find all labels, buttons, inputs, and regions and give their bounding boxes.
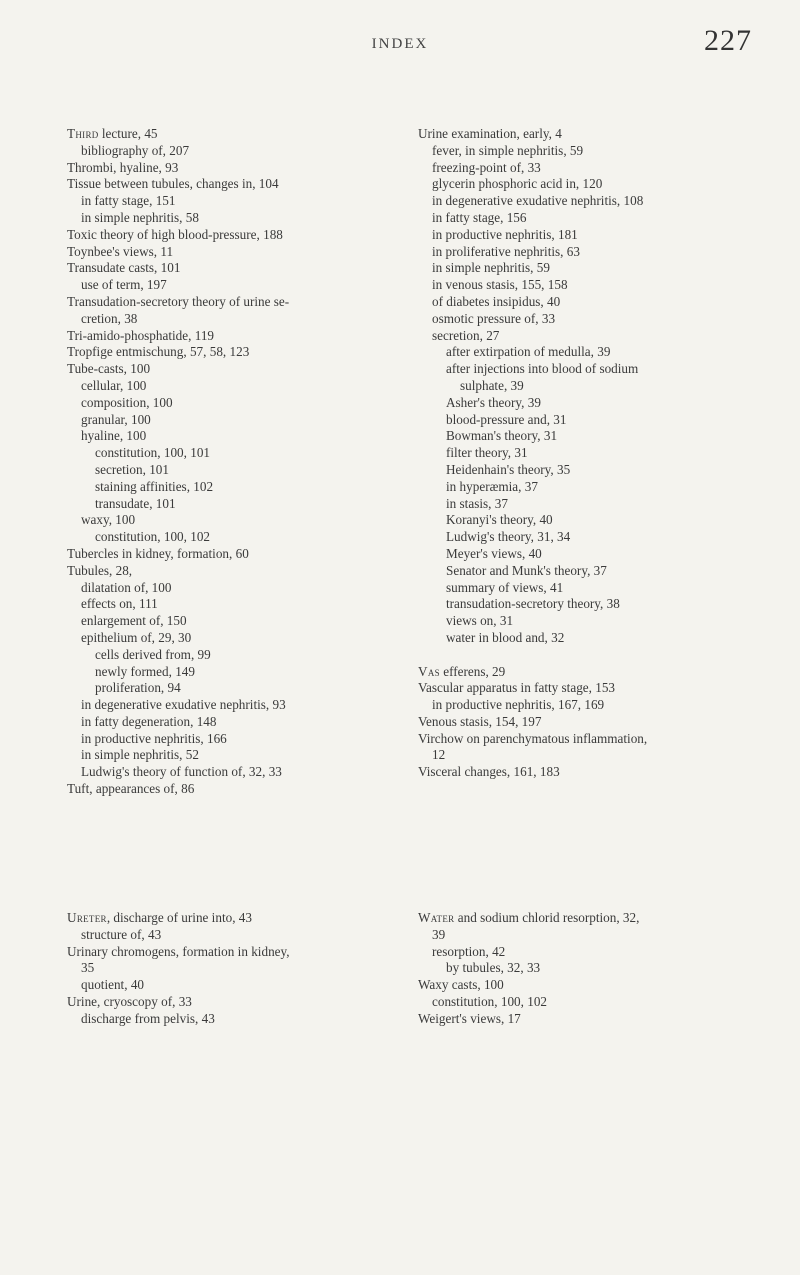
entry-text: constitution, 100, 102 [95, 529, 211, 545]
entry-text: Virchow on parenchymatous inflammation, [418, 730, 648, 746]
entry-text: Transudate casts, 101 [67, 260, 181, 276]
index-subentry [418, 210, 778, 227]
entry-text: in productive nephritis, 181 [432, 226, 578, 242]
entry-text: Tuft, appearances of, 86 [67, 781, 195, 797]
index-subentry [418, 227, 778, 244]
entry-text: blood-pressure and, 31 [446, 411, 567, 427]
index-subentry [418, 596, 778, 613]
index-subentry [67, 613, 397, 630]
index-entry [67, 126, 397, 143]
entry-text: and sodium chlorid resorption, 32, [454, 910, 640, 925]
entry-text: Visceral changes, 161, 183 [418, 764, 560, 780]
entry-text: hyaline, 100 [81, 428, 147, 444]
entry-text: structure of, 43 [81, 926, 162, 942]
index-entry [418, 910, 778, 927]
index-subentry [418, 428, 778, 445]
entry-text: Heidenhain's theory, 35 [446, 461, 571, 477]
index-subentry [67, 714, 397, 731]
entry-text: Ludwig's theory of function of, 32, 33 [81, 764, 282, 780]
entry-text: newly formed, 149 [95, 663, 195, 679]
entry-text: Tubules, 28, [67, 562, 133, 578]
entry-text: 12 [432, 747, 446, 763]
entry-text: in fatty stage, 156 [432, 209, 527, 225]
index-subentry [67, 580, 397, 597]
index-entry [67, 361, 397, 378]
index-subentry [67, 630, 397, 647]
entry-text: 35 [81, 960, 95, 976]
index-subentry [67, 210, 397, 227]
entry-text: Tube-casts, 100 [67, 361, 151, 377]
index-subentry [418, 260, 778, 277]
index-subentry [67, 428, 397, 445]
entry-text: waxy, 100 [81, 512, 136, 528]
entry-text: secretion, 27 [432, 327, 500, 343]
entry-text: staining affinities, 102 [95, 478, 214, 494]
entry-text: Urinary chromogens, formation in kidney, [67, 943, 290, 959]
entry-text: Urine, cryoscopy of, 33 [67, 993, 192, 1009]
index-subentry [418, 445, 778, 462]
entry-text: discharge from pelvis, 43 [81, 1010, 215, 1026]
index-subentry [67, 596, 397, 613]
entry-text: proliferation, 94 [95, 680, 181, 696]
entry-text: Weigert's views, 17 [418, 1010, 521, 1026]
index-entry [67, 176, 397, 193]
index-subentry [418, 580, 778, 597]
index-entry [67, 227, 397, 244]
index-entry [418, 731, 778, 748]
index-subentry [67, 977, 397, 994]
entry-text: Asher's theory, 39 [446, 394, 541, 410]
section-lead-word: Water [418, 910, 455, 925]
entry-text: after injections into blood of sodium [446, 361, 639, 377]
entry-text: Tubercles in kidney, formation, 60 [67, 545, 249, 561]
index-entry [67, 994, 397, 1011]
entry-text: effects on, 111 [81, 596, 158, 612]
entry-text: summary of views, 41 [446, 579, 564, 595]
entry-text: Ludwig's theory, 31, 34 [446, 529, 571, 545]
entry-text: composition, 100 [81, 394, 173, 410]
index-subentry [67, 311, 397, 328]
entry-text: cellular, 100 [81, 377, 147, 393]
entry-text: Thrombi, hyaline, 93 [67, 159, 179, 175]
running-head: INDEX [371, 36, 429, 52]
index-subentry [67, 496, 397, 513]
entry-text: Venous stasis, 154, 197 [418, 713, 542, 729]
index-subentry [67, 462, 397, 479]
entry-text: in fatty stage, 151 [81, 193, 176, 209]
entry-text: epithelium of, 29, 30 [81, 629, 192, 645]
entry-text: in venous stasis, 155, 158 [432, 277, 568, 293]
entry-text: , discharge of urine into, 43 [106, 910, 252, 925]
entry-text: in simple nephritis, 59 [432, 260, 550, 276]
index-entry [67, 260, 397, 277]
index-subentry [67, 445, 397, 462]
index-entry [418, 680, 778, 697]
entry-text: Bowman's theory, 31 [446, 428, 558, 444]
index-entry [67, 328, 397, 345]
index-entry [67, 546, 397, 563]
index-subentry [418, 747, 778, 764]
entry-text: water in blood and, 32 [446, 629, 565, 645]
section-lead-word: Third [67, 126, 99, 141]
entry-text: Transudation-secretory theory of urine se- [67, 293, 290, 309]
index-entry [418, 664, 778, 681]
entry-text: fever, in simple nephritis, 59 [432, 142, 584, 158]
index-subentry [67, 680, 397, 697]
index-entry [67, 344, 397, 361]
entry-text: efferens, 29 [439, 663, 506, 679]
index-subentry [418, 563, 778, 580]
entry-text: in productive nephritis, 166 [81, 730, 227, 746]
index-entry [418, 126, 778, 143]
entry-text: in degenerative exudative nephritis, 108 [432, 193, 644, 209]
index-subentry [418, 496, 778, 513]
entry-text: Waxy casts, 100 [418, 977, 504, 993]
index-subentry [67, 764, 397, 781]
entry-text: Toynbee's views, 11 [67, 243, 174, 259]
index-entry [67, 244, 397, 261]
entry-text: use of term, 197 [81, 277, 167, 293]
entry-text: resorption, 42 [432, 943, 506, 959]
entry-text: enlargement of, 150 [81, 613, 187, 629]
index-subentry [67, 412, 397, 429]
entry-text: cells derived from, 99 [95, 646, 211, 662]
index-entry [67, 781, 397, 798]
index-subentry [67, 927, 397, 944]
index-subentry [418, 994, 778, 1011]
entry-text: constitution, 100, 101 [95, 445, 211, 461]
index-subentry [67, 512, 397, 529]
index-subentry [418, 176, 778, 193]
index-entry [67, 910, 397, 927]
entry-text: Tri-amido-phosphatide, 119 [67, 327, 215, 343]
index-subentry [418, 944, 778, 961]
entry-text: Urine examination, early, 4 [418, 126, 562, 141]
entry-text: Tropfige entmischung, 57, 58, 123 [67, 344, 250, 360]
entry-text: in proliferative nephritis, 63 [432, 243, 580, 259]
index-entry [418, 1011, 778, 1028]
index-subentry [418, 462, 778, 479]
entry-text: cretion, 38 [81, 310, 138, 326]
index-column-top-left [67, 126, 397, 798]
index-subentry [67, 647, 397, 664]
entry-text: granular, 100 [81, 411, 151, 427]
index-entry [67, 944, 397, 961]
index-subentry [418, 361, 778, 378]
index-subentry [418, 927, 778, 944]
entry-text: constitution, 100, 102 [432, 993, 548, 1009]
page-number: 227 [704, 24, 752, 57]
entry-text: Koranyi's theory, 40 [446, 512, 553, 528]
entry-text: lecture, 45 [98, 126, 158, 141]
entry-text: in stasis, 37 [446, 495, 508, 511]
index-entry [418, 977, 778, 994]
entry-text: osmotic pressure of, 33 [432, 310, 556, 326]
entry-text: Tissue between tubules, changes in, 104 [67, 176, 279, 192]
index-subentry [418, 630, 778, 647]
index-subentry [418, 613, 778, 630]
index-entry [67, 294, 397, 311]
index-subentry [418, 160, 778, 177]
index-subentry [418, 529, 778, 546]
index-subentry [418, 960, 778, 977]
index-subentry [418, 294, 778, 311]
index-subentry [67, 479, 397, 496]
index-subentry [67, 529, 397, 546]
index-entry [418, 714, 778, 731]
entry-text: by tubules, 32, 33 [446, 960, 541, 976]
entry-text: in degenerative exudative nephritis, 93 [81, 697, 286, 713]
entry-text: in hyperæmia, 37 [446, 478, 538, 494]
section-gap [418, 647, 778, 664]
entry-text: Vascular apparatus in fatty stage, 153 [418, 680, 616, 696]
index-subentry [67, 697, 397, 714]
index-subentry [418, 378, 778, 395]
entry-text: Toxic theory of high blood-pressure, 188 [67, 226, 283, 242]
index-column-top-right [418, 126, 778, 781]
section-lead-word: Vas [418, 663, 440, 679]
index-subentry [418, 546, 778, 563]
entry-text: filter theory, 31 [446, 445, 528, 461]
index-subentry [418, 277, 778, 294]
index-subentry [418, 344, 778, 361]
page-header [0, 24, 800, 72]
index-subentry [67, 143, 397, 160]
index-subentry [67, 664, 397, 681]
entry-text: freezing-point of, 33 [432, 159, 541, 175]
entry-text: sulphate, 39 [460, 377, 524, 393]
entry-text: after extirpation of medulla, 39 [446, 344, 611, 360]
index-subentry [67, 1011, 397, 1028]
entry-text: in fatty degeneration, 148 [81, 713, 217, 729]
index-subentry [418, 395, 778, 412]
index-subentry [67, 731, 397, 748]
index-subentry [418, 512, 778, 529]
entry-text: transudate, 101 [95, 495, 176, 511]
entry-text: Meyer's views, 40 [446, 545, 542, 561]
entry-text: secretion, 101 [95, 461, 169, 477]
index-subentry [67, 960, 397, 977]
entry-text: glycerin phosphoric acid in, 120 [432, 176, 603, 192]
index-column-bottom-left [67, 910, 397, 1028]
index-subentry [418, 697, 778, 714]
entry-text: dilatation of, 100 [81, 579, 172, 595]
entry-text: views on, 31 [446, 613, 514, 629]
index-entry [67, 563, 397, 580]
entry-text: bibliography of, 207 [81, 142, 190, 158]
index-entry [418, 764, 778, 781]
index-subentry [67, 395, 397, 412]
entry-text: 39 [432, 926, 446, 942]
index-subentry [418, 328, 778, 345]
index-subentry [67, 277, 397, 294]
entry-text: transudation-secretory theory, 38 [446, 596, 620, 612]
index-subentry [67, 193, 397, 210]
index-subentry [418, 479, 778, 496]
entry-text: in simple nephritis, 52 [81, 747, 199, 763]
entry-text: of diabetes insipidus, 40 [432, 293, 561, 309]
index-subentry [67, 747, 397, 764]
section-lead-word: Ureter [67, 910, 107, 925]
index-subentry [67, 378, 397, 395]
index-entry [67, 160, 397, 177]
index-column-bottom-right [418, 910, 778, 1028]
index-subentry [418, 244, 778, 261]
entry-text: in simple nephritis, 58 [81, 209, 199, 225]
entry-text: Senator and Munk's theory, 37 [446, 562, 607, 578]
index-subentry [418, 143, 778, 160]
index-subentry [418, 412, 778, 429]
index-subentry [418, 193, 778, 210]
entry-text: quotient, 40 [81, 977, 145, 993]
entry-text: in productive nephritis, 167, 169 [432, 697, 605, 713]
index-subentry [418, 311, 778, 328]
